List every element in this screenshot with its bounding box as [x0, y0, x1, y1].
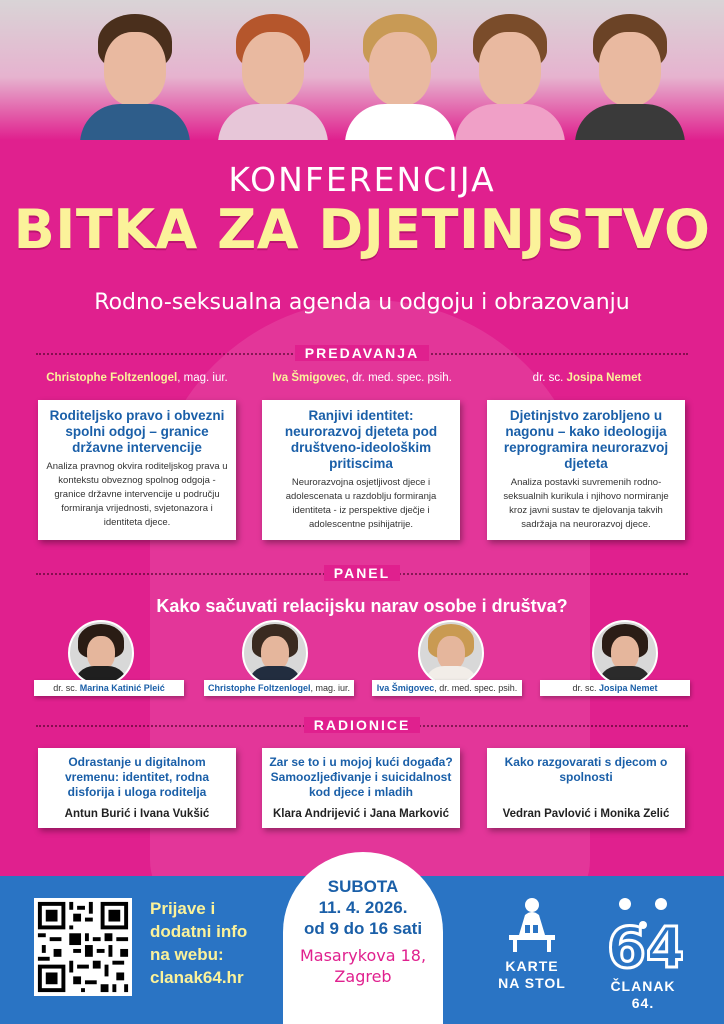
- child-photo-3: [345, 8, 455, 140]
- clanak-64-logo-icon: [603, 895, 683, 973]
- workshop-title: Odrastanje u digitalnom vremenu: identitet, rodna disforija i uloga roditelja: [64, 755, 210, 799]
- child-photo-4: [455, 8, 565, 140]
- lecture-card-2: [262, 400, 460, 540]
- lecture-description: Neurorazvojna osjetljivost djece i adolescenata u razdoblju formiranja identiteta - iz perspektive dječje i adolescentne psihijatrije.: [285, 477, 437, 530]
- clanak-64-text: ČLANAK 64.: [610, 978, 676, 1011]
- clanak-64-logo: [600, 895, 686, 1011]
- lecture-title: Roditeljsko pravo i obvezni spolni odgoj – granice državne intervencije: [49, 408, 225, 455]
- panelist-label-3: Iva Šmigovec, dr. med. spec. psih.: [372, 680, 522, 696]
- panelist-label-2: Christophe Foltzenlogel, mag. iur.: [204, 680, 354, 696]
- lecture-speaker-3: dr. sc. Josipa Nemet: [532, 372, 642, 384]
- event-date: 11. 4. 2026.: [318, 898, 408, 917]
- panel-question: Kako sačuvati relacijsku narav osobe i društva?: [156, 596, 568, 616]
- workshop-card-2: [262, 748, 460, 828]
- panelist-photo-2: [242, 620, 308, 686]
- lecture-description: Analiza postavki suvremenih rodno-seksualnih kurikula i njihovo normiranje kroz javni sustav te djelovanja takvih sadržaja na neurorazvoj djece.: [503, 477, 669, 530]
- panelist-label-4: dr. sc. Josipa Nemet: [540, 680, 690, 696]
- lecture-description: Analiza pravnog okvira roditeljskog prava u kontekstu obveznog spolnog odgoja - granice državne intervencije u području formiranja vrijednosti, svjetonazora i identiteta djece.: [46, 461, 228, 528]
- karte-na-stol-text-2: NA STOL: [498, 975, 566, 991]
- header-photo-children: [0, 0, 724, 140]
- panelist-photo-4: [592, 620, 658, 686]
- lecture-speakers: [0, 372, 724, 392]
- conference-kicker: KONFERENCIJA: [228, 160, 496, 199]
- lecture-speaker-2: Iva Šmigovec, dr. med. spec. psih.: [272, 372, 452, 384]
- karte-na-stol-logo: [494, 895, 570, 1005]
- karte-na-stol-text-1: KARTE: [505, 958, 559, 974]
- registration-line: Prijave i: [150, 899, 216, 918]
- registration-line: na webu:: [150, 945, 224, 964]
- event-venue-city: Zagreb: [334, 967, 392, 986]
- karte-na-stol-logo-icon: [497, 895, 567, 953]
- lecture-card-3: [487, 400, 685, 540]
- lecture-title: Djetinjstvo zarobljeno u nagonu – kako ideologija reprogramira neurorazvoj djeteta: [503, 408, 669, 471]
- section-label-lectures: PREDAVANJA: [0, 345, 724, 363]
- workshop-title: Zar se to i u mojoj kući događa? Samoozljeđivanje i suicidalnost kod djece i mladih: [269, 755, 453, 799]
- lecture-card-1: [38, 400, 236, 540]
- workshop-title: Kako razgovarati s djecom o spolnosti: [504, 755, 668, 784]
- conference-subtitle: Rodno-seksualna agenda u odgoju i obrazovanju: [94, 290, 630, 315]
- panelist-photo-1: [68, 620, 134, 686]
- registration-line: dodatni info: [150, 922, 248, 941]
- child-photo-2: [218, 8, 328, 140]
- workshop-card-1: [38, 748, 236, 828]
- website-link[interactable]: clanak64.hr: [150, 968, 244, 987]
- event-date-badge: [283, 852, 443, 1024]
- event-time: od 9 do 16 sati: [303, 919, 423, 938]
- workshop-authors: Klara Andrijević i Jana Marković: [273, 808, 449, 820]
- conference-title: BITKA ZA DJETINJSTVO: [13, 198, 711, 261]
- workshop-authors: Antun Burić i Ivana Vukšić: [64, 808, 210, 820]
- event-day: SUBOTA: [327, 877, 399, 896]
- workshop-card-3: [487, 748, 685, 828]
- panelist-photo-3: [418, 620, 484, 686]
- svg-text:64: 64: [607, 916, 683, 973]
- lecture-title: Ranjivi identitet: neurorazvoj djeteta pod društveno-ideološkim pritiscima: [284, 408, 438, 471]
- qr-code-icon[interactable]: [34, 898, 132, 996]
- section-label-panel: PANEL: [0, 565, 724, 583]
- child-photo-5: [575, 8, 685, 140]
- panelist-label-1: dr. sc. Marina Katinić Pleić: [34, 680, 184, 696]
- lecture-speaker-1: Christophe Foltzenlogel, mag. iur.: [46, 372, 228, 384]
- registration-info: [150, 897, 280, 989]
- child-photo-1: [80, 8, 190, 140]
- section-label-workshops: RADIONICE: [0, 717, 724, 735]
- workshop-authors: Vedran Pavlović i Monika Zelić: [502, 808, 670, 820]
- event-venue-street: Masarykova 18,: [299, 946, 427, 965]
